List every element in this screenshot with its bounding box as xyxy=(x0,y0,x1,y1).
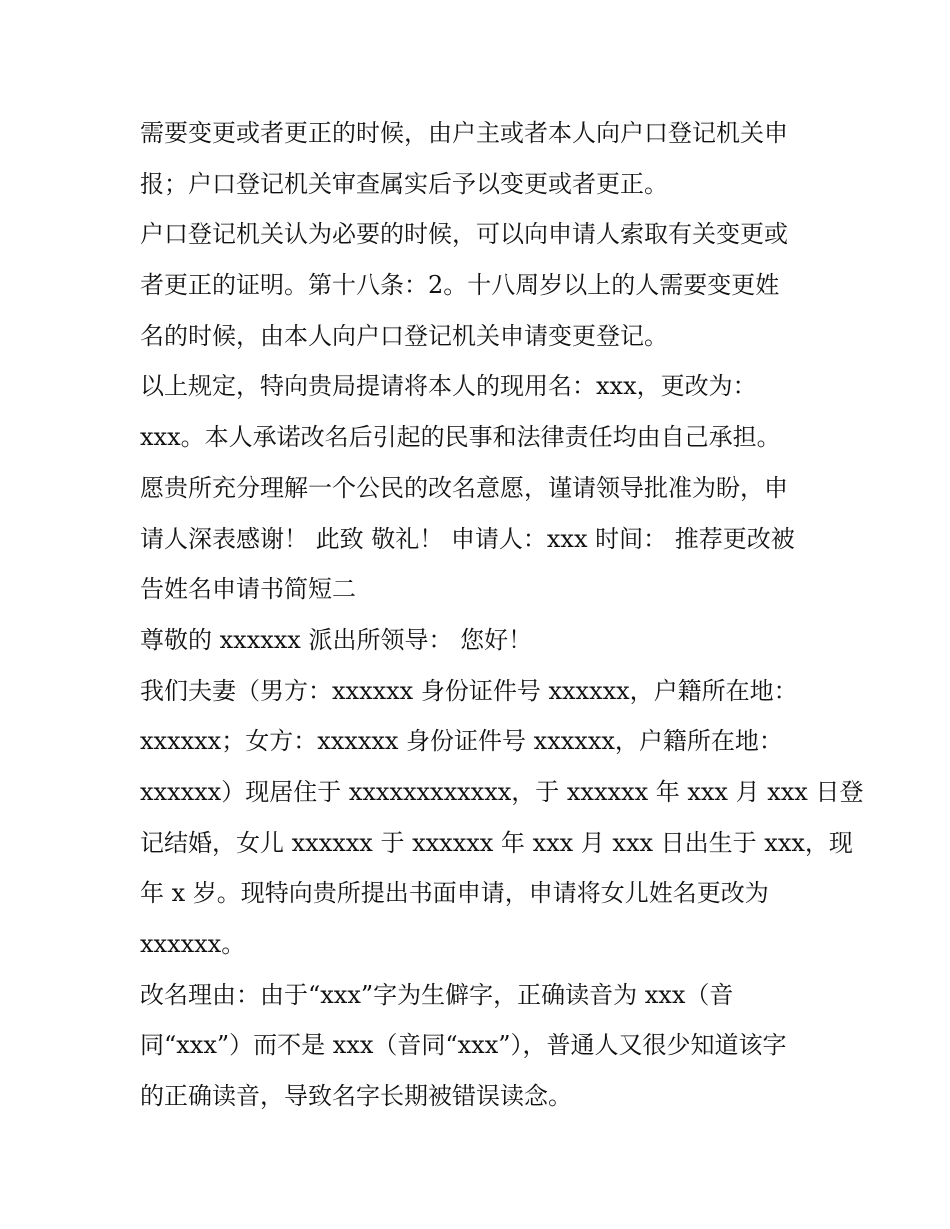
text-line: 的正确读音，导致名字长期被错误读念。 xyxy=(140,1082,572,1111)
text-line: 记结婚，女儿 xxxxxx 于 xxxxxx 年 xxx 月 xxx 日出生于 xxx，现 xyxy=(140,828,853,857)
text-line: 请人深表感谢！ 此致 敬礼！ 申请人：xxx 时间： 推荐更改被 xyxy=(140,524,795,553)
text-line: 改名理由：由于“xxx”字为生僻字，正确读音为 xxx（音 xyxy=(140,980,734,1009)
text-line: 年 x 岁。现特向贵所提出书面申请，申请将女儿姓名更改为 xyxy=(140,879,769,908)
text-line: 我们夫妻（男方：xxxxxx 身份证件号 xxxxxx，户籍所在地： xyxy=(140,676,798,705)
text-line: 告姓名申请书简短二 xyxy=(140,575,356,604)
text-line: xxxxxx）现居住于 xxxxxxxxxxxx，于 xxxxxx 年 xxx 月 xxx 日登 xyxy=(140,777,864,806)
text-line: xxxxxx；女方：xxxxxx 身份证件号 xxxxxx，户籍所在地： xyxy=(140,727,783,756)
text-line: 愿贵所充分理解一个公民的改名意愿，谨请领导批准为盼，申 xyxy=(140,473,788,502)
text-line: 需要变更或者更正的时候，由户主或者本人向户口登记机关申 xyxy=(140,119,788,147)
text-line: 报；户口登记机关审查属实后予以变更或者更正。 xyxy=(140,169,668,198)
text-line: 者更正的证明。第十八条：2。十八周岁以上的人需要变更姓 xyxy=(140,271,780,300)
text-line: 以上规定，特向贵局提请将本人的现用名：xxx，更改为： xyxy=(140,372,757,401)
text-line: 尊敬的 xxxxxx 派出所领导： 您好！ xyxy=(140,625,533,654)
text-line: 同“xxx”）而不是 xxx（音同“xxx”），普通人又很少知道该字 xyxy=(140,1031,787,1060)
document-body xyxy=(140,108,864,1122)
text-line: xxx。本人承诺改名后引起的民事和法律责任均由自己承担。 xyxy=(140,423,781,452)
text-line: xxxxxx。 xyxy=(140,930,246,958)
text-line: 户口登记机关认为必要的时候，可以向申请人索取有关变更或 xyxy=(140,220,788,249)
text-line: 名的时候，由本人向户口登记机关申请变更登记。 xyxy=(140,321,668,350)
